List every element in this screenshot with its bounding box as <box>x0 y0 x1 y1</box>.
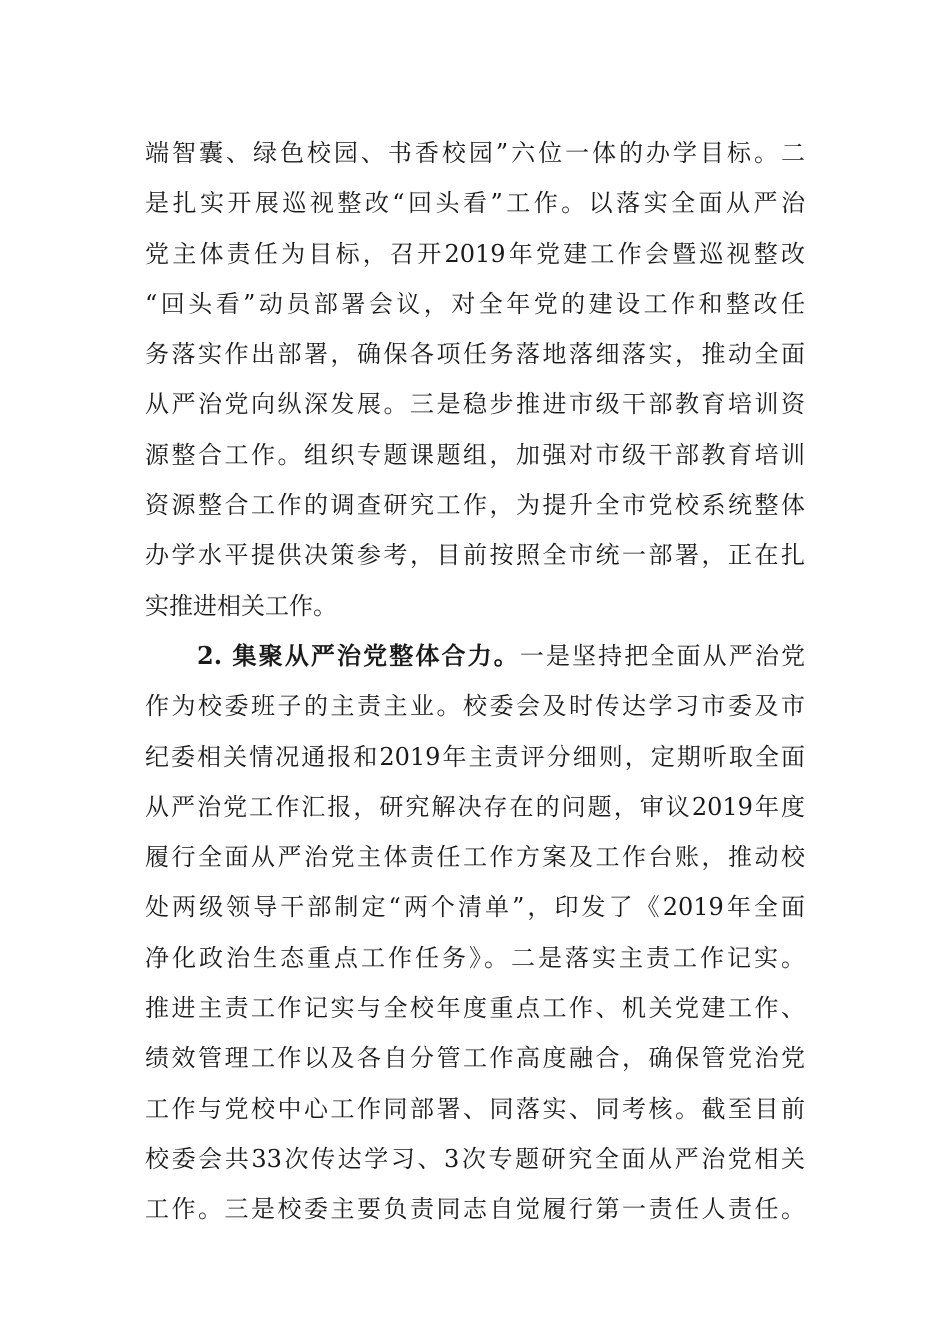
text-run: 一是坚持把全面从严治党 <box>519 641 805 670</box>
text-line: “回头看”动员部署会议，对全年党的建设工作和整改任 <box>145 289 805 318</box>
text-line: 绩效管理工作以及各自分管工作高度融合，确保管党治党 <box>145 1044 805 1073</box>
text-line: 实推进相关工作。 <box>145 591 337 620</box>
text-line: 履行全面从严治党主体责任工作方案及工作台账，推动校 <box>145 843 805 872</box>
paragraph-first-line <box>145 631 805 681</box>
text-line: 处两级领导干部制定“两个清单”，印发了《2019年全面 <box>145 893 805 922</box>
document-body <box>145 128 805 1235</box>
text-line: 资源整合工作的调查研究工作，为提升全市党校系统整体 <box>145 491 805 520</box>
text-line: 工作。三是校委主要负责同志自觉履行第一责任人责任。 <box>145 1195 805 1224</box>
text-line: 校委会共33次传达学习、3次专题研究全面从严治党相关 <box>145 1144 805 1173</box>
paragraph-2 <box>145 631 805 1235</box>
section-heading: 2. 集聚从严治党整体合力。 <box>197 640 520 670</box>
paragraph-1 <box>145 128 805 631</box>
text-line: 作为校委班子的主责主业。校委会及时传达学习市委及市 <box>145 692 805 721</box>
text-line: 净化政治生态重点工作任务》。二是落实主责工作记实。 <box>145 943 805 972</box>
text-line: 推进主责工作记实与全校年度重点工作、机关党建工作、 <box>145 994 805 1023</box>
text-line: 办学水平提供决策参考，目前按照全市统一部署，正在扎 <box>145 541 805 570</box>
text-line: 工作与党校中心工作同部署、同落实、同考核。截至目前 <box>145 1094 805 1123</box>
text-line: 务落实作出部署，确保各项任务落地落细落实，推动全面 <box>145 340 805 369</box>
text-line: 党主体责任为目标，召开2019年党建工作会暨巡视整改 <box>145 239 805 268</box>
text-line: 从严治党工作汇报，研究解决存在的问题，审议2019年度 <box>145 792 805 821</box>
text-line: 端智囊、绿色校园、书香校园”六位一体的办学目标。二 <box>145 139 805 167</box>
text-line: 纪委相关情况通报和2019年主责评分细则，定期听取全面 <box>145 742 805 771</box>
text-line: 源整合工作。组织专题课题组，加强对市级干部教育培训 <box>145 440 805 469</box>
text-line: 从严治党向纵深发展。三是稳步推进市级干部教育培训资 <box>145 390 805 419</box>
text-line: 是扎实开展巡视整改“回头看”工作。以落实全面从严治 <box>145 189 805 218</box>
